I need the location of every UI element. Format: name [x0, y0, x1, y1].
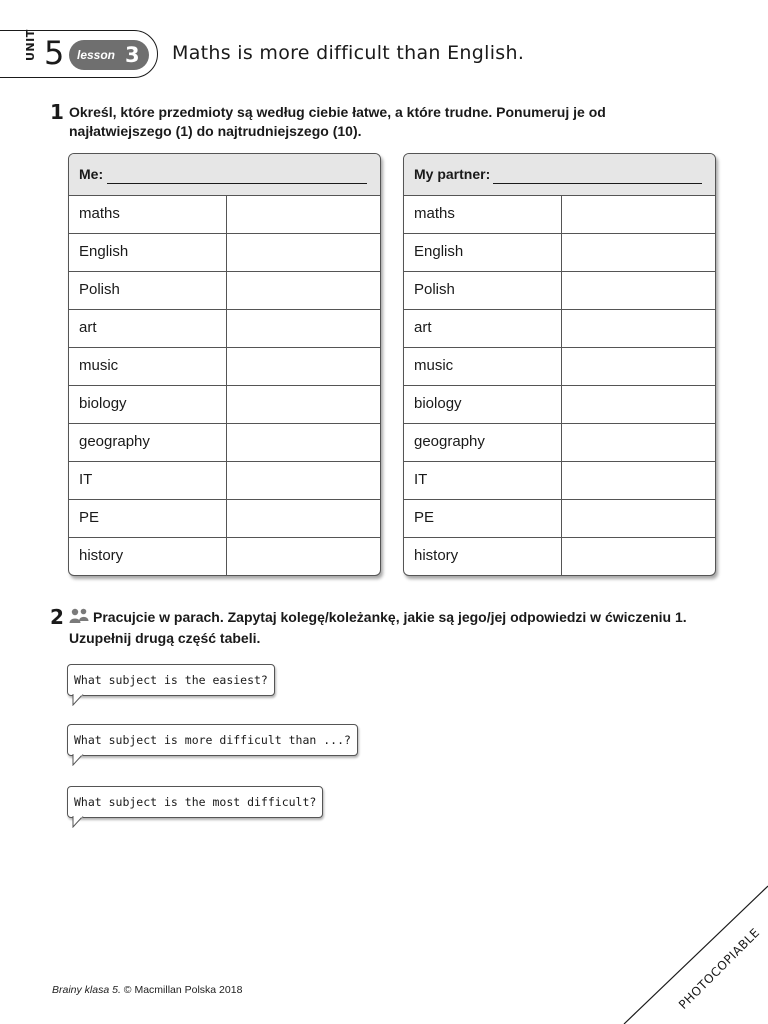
speech-bubble: [67, 724, 358, 756]
table-row: [69, 272, 380, 310]
speech-bubble: [67, 786, 323, 818]
table-row: [404, 310, 715, 348]
rank-answer-cell[interactable]: [562, 424, 715, 461]
table-row: [69, 348, 380, 386]
subject-cell: PE: [404, 500, 562, 537]
lesson-badge: [69, 40, 149, 70]
exercise-2-instruction: [69, 608, 687, 648]
subject-cell: English: [69, 234, 227, 271]
table-row: [69, 538, 380, 576]
subject-cell: art: [404, 310, 562, 347]
rank-answer-cell[interactable]: [562, 462, 715, 499]
partner-ranking-table: [403, 153, 716, 576]
exercise-2-instruction-line-1: Pracujcie w parach. Zapytaj kolegę/koleżankę, jakie są jego/jej odpowiedzi w ćwiczeniu 1.: [93, 609, 687, 625]
unit-number: 5: [44, 34, 65, 72]
speech-bubble-tail: [70, 754, 84, 766]
subject-cell: biology: [404, 386, 562, 423]
rank-answer-cell[interactable]: [227, 538, 380, 576]
table-row: [404, 196, 715, 234]
table-heading-partner: My partner:: [414, 166, 491, 182]
subject-cell: geography: [69, 424, 227, 461]
rank-answer-cell[interactable]: [562, 538, 715, 576]
table-row: [404, 462, 715, 500]
subject-cell: geography: [404, 424, 562, 461]
table-row: [404, 272, 715, 310]
rank-answer-cell[interactable]: [562, 272, 715, 309]
table-header: [69, 154, 380, 196]
page-title: Maths is more difficult than English.: [172, 42, 525, 64]
table-row: [404, 538, 715, 576]
rank-answer-cell[interactable]: [227, 196, 380, 233]
name-writing-line: [107, 183, 367, 184]
table-row: [404, 424, 715, 462]
speech-bubble-tail: [70, 694, 84, 706]
rank-answer-cell[interactable]: [227, 234, 380, 271]
subject-cell: biology: [69, 386, 227, 423]
rank-answer-cell[interactable]: [562, 386, 715, 423]
speech-bubble-text: What subject is more difficult than ...?: [74, 733, 351, 747]
lesson-label: lesson: [77, 48, 116, 62]
table-row: [69, 386, 380, 424]
footer-book-title: Brainy klasa 5.: [52, 984, 121, 996]
lesson-number: 3: [125, 43, 140, 67]
photocopiable-label: PHOTOCOPIABLE: [676, 925, 763, 1012]
rank-answer-cell[interactable]: [562, 234, 715, 271]
subject-cell: art: [69, 310, 227, 347]
table-row: [69, 310, 380, 348]
table-row: [69, 424, 380, 462]
table-row: [69, 196, 380, 234]
speech-bubble-text: What subject is the most difficult?: [74, 795, 317, 809]
subject-cell: music: [404, 348, 562, 385]
my-ranking-table: [68, 153, 381, 576]
unit-label: UNIT: [24, 29, 37, 61]
rank-answer-cell[interactable]: [562, 500, 715, 537]
table-row: [404, 386, 715, 424]
subject-cell: music: [69, 348, 227, 385]
table-row: [69, 462, 380, 500]
speech-bubble-text: What subject is the easiest?: [74, 673, 268, 687]
table-row: [404, 500, 715, 538]
pair-work-people-icon: [69, 608, 89, 629]
speech-bubble: [67, 664, 275, 696]
exercise-1-instruction: [69, 103, 606, 141]
subject-cell: Polish: [69, 272, 227, 309]
rank-answer-cell[interactable]: [562, 348, 715, 385]
footer-copyright: [52, 984, 242, 996]
rank-answer-cell[interactable]: [227, 386, 380, 423]
rank-answer-cell[interactable]: [227, 424, 380, 461]
subject-cell: English: [404, 234, 562, 271]
name-writing-line: [493, 183, 702, 184]
exercise-2-number: 2: [50, 605, 64, 629]
subject-cell: IT: [69, 462, 227, 499]
subject-cell: maths: [69, 196, 227, 233]
rank-answer-cell[interactable]: [227, 310, 380, 347]
exercise-2-instruction-line-2: Uzupełnij drugą część tabeli.: [69, 630, 261, 646]
rank-answer-cell[interactable]: [227, 500, 380, 537]
exercise-1-instruction-line-1: Określ, które przedmioty są według ciebie łatwe, a które trudne. Ponumeruj je od: [69, 104, 606, 120]
subject-cell: history: [404, 538, 562, 576]
speech-bubble-tail: [70, 816, 84, 828]
rank-answer-cell[interactable]: [562, 310, 715, 347]
subject-cell: history: [69, 538, 227, 576]
rank-answer-cell[interactable]: [227, 348, 380, 385]
rank-answer-cell[interactable]: [227, 272, 380, 309]
exercise-1-instruction-line-2: najłatwiejszego (1) do najtrudniejszego (10).: [69, 123, 362, 139]
table-row: [69, 234, 380, 272]
rank-answer-cell[interactable]: [227, 462, 380, 499]
subject-cell: Polish: [404, 272, 562, 309]
exercise-1-number: 1: [50, 100, 64, 124]
subject-cell: PE: [69, 500, 227, 537]
footer-copyright-text: © Macmillan Polska 2018: [123, 984, 243, 996]
table-row: [69, 500, 380, 538]
table-heading-me: Me:: [79, 166, 104, 182]
table-row: [404, 234, 715, 272]
table-row: [404, 348, 715, 386]
rank-answer-cell[interactable]: [562, 196, 715, 233]
table-header: [404, 154, 715, 196]
subject-cell: maths: [404, 196, 562, 233]
subject-cell: IT: [404, 462, 562, 499]
